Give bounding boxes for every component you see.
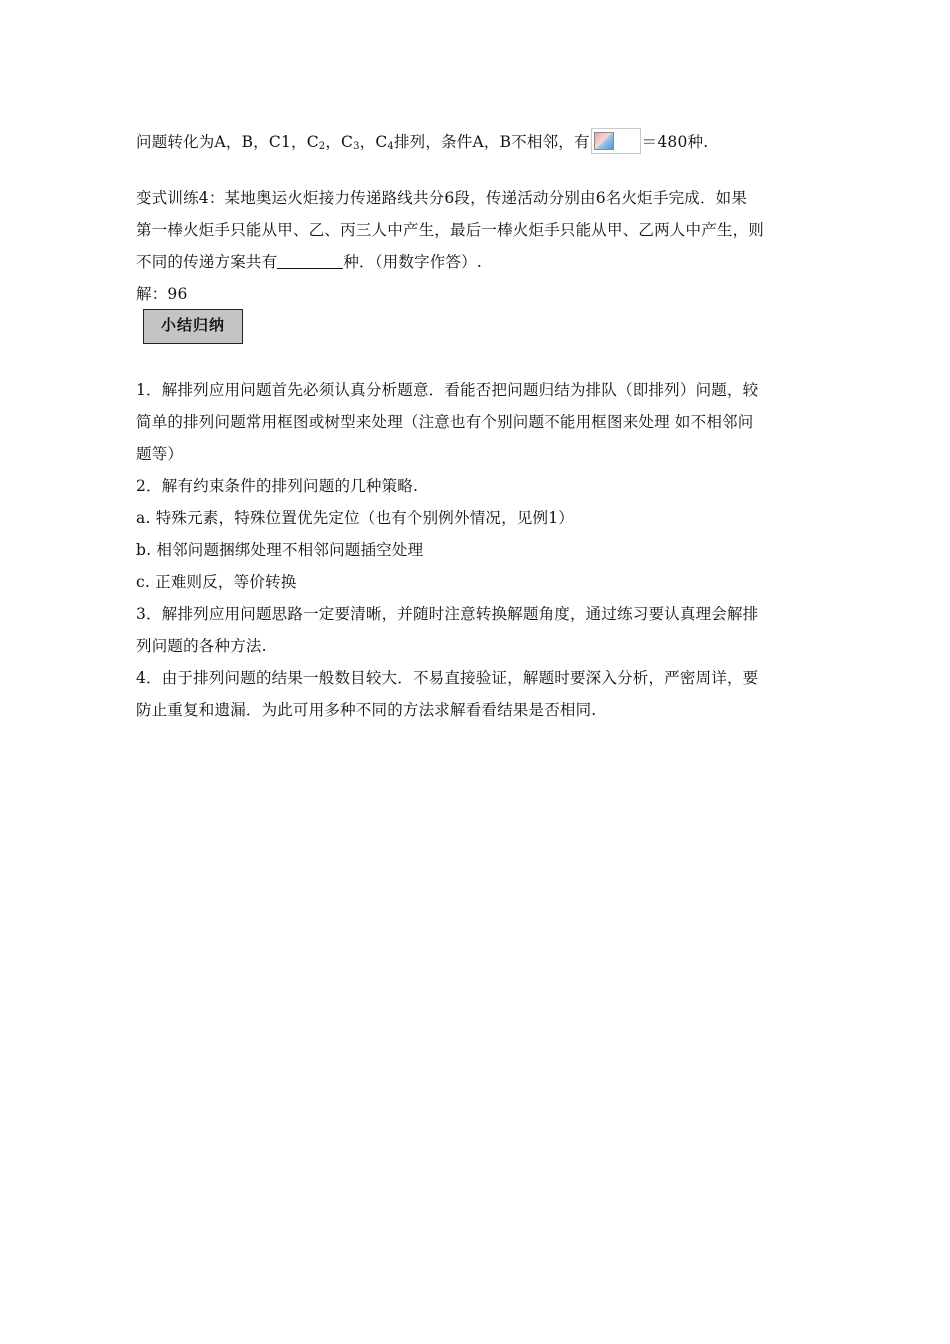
summary-line: a. 特殊元素，特殊位置优先定位（也有个别例外情况，见例1） [136, 509, 574, 527]
summary-line: 4．由于排列问题的结果一般数目较大．不易直接验证，解题时要深入分析，严密周详，要 [136, 669, 759, 687]
broken-image-icon [591, 128, 641, 154]
subscript-3: 3 [353, 141, 360, 152]
summary-line: 简单的排列问题常用框图或树型来处理（注意也有个别问题不能用框图来处理 如不相邻问 [136, 413, 754, 431]
exercise-line-2: 第一棒火炬手只能从甲、乙、丙三人中产生，最后一棒火炬手只能从甲、乙两人中产生，则 [136, 221, 765, 239]
exercise-answer: 解：96 [136, 285, 188, 303]
summary-line: b. 相邻问题捆绑处理不相邻问题插空处理 [136, 541, 424, 559]
summary-line: 3．解排列应用问题思路一定要清晰，并随时注意转换解题角度，通过练习要认真理会解排 [136, 605, 759, 623]
summary-line: 题等） [136, 445, 184, 463]
intro-comma-1: ，C [325, 133, 354, 151]
exercise-line-3-pre: 不同的传递方案共有 [136, 253, 278, 271]
summary-line: c. 正难则反，等价转换 [136, 573, 297, 591]
subscript-4: 4 [387, 141, 394, 152]
intro-line [136, 128, 708, 157]
answer-blank [277, 252, 343, 269]
summary-line: 1．解排列应用问题首先必须认真分析题意．看能否把问题归结为排队（即排列）问题，较 [136, 381, 759, 399]
summary-line: 防止重复和遗漏．为此可用多种不同的方法求解看看结果是否相同. [136, 701, 597, 719]
intro-suffix: ＝480种. [641, 133, 709, 151]
intro-comma-2: ，C [359, 133, 388, 151]
summary-line: 列问题的各种方法. [136, 637, 267, 655]
summary-title-box: 小结归纳 [143, 309, 243, 344]
intro-mid: 排列，条件A，B不相邻，有 [393, 133, 590, 151]
exercise-line-1: 变式训练4：某地奥运火炬接力传递路线共分6段，传递活动分别由6名火炬手完成．如果 [136, 189, 748, 207]
exercise-line-3-post: 种．（用数字作答）. [343, 253, 482, 271]
exercise-line-3 [136, 252, 482, 272]
subscript-2: 2 [318, 141, 326, 152]
summary-line: 2．解有约束条件的排列问题的几种策略. [136, 477, 419, 495]
intro-prefix: 问题转化为A，B，C1，C [136, 133, 319, 151]
